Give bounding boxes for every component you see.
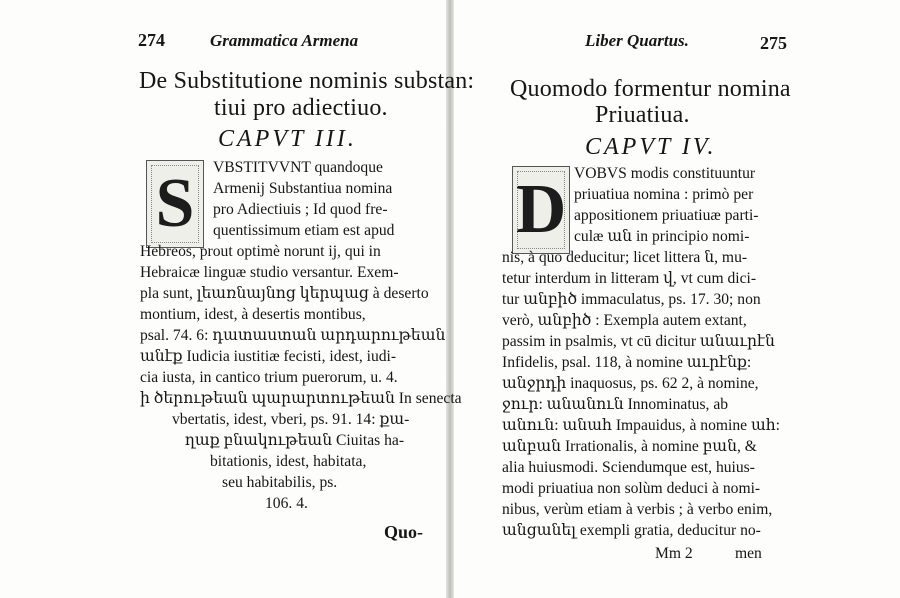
left-body-line: ղաք բնակութեան Ciuitas ha- (185, 432, 405, 449)
left-body-line: VBSTITVVNT quandoque (213, 159, 383, 176)
right-body-line: nibus, verùm etiam à verbis ; à verbo enim, (502, 501, 773, 518)
right-body-line: nis, à quo deducitur; licet littera ն, mu- (502, 249, 748, 266)
left-body-line: Hebraicæ linguæ studio versantur. Exem- (140, 264, 399, 281)
left-title-line-1: De Substitutione nominis substan: (139, 68, 475, 94)
left-body-line: psal. 74. 6: դատաստան արդարութեան (140, 327, 446, 344)
left-drop-cap-letter: S (155, 165, 195, 242)
right-signature-mark: Mm 2 (655, 545, 693, 562)
right-body-line: անցանել exempli gratia, deducitur no- (502, 522, 761, 539)
right-drop-cap-letter: D (515, 171, 567, 248)
right-body-line: անբան Irrationalis, à nomine բան, & (502, 438, 757, 455)
left-title-line-2: tiui pro adiectiuo. (214, 95, 388, 121)
left-body-line: quentissimum etiam est apud (213, 222, 395, 239)
left-body-line: seu habitabilis, ps. (222, 474, 338, 491)
right-body-line: tur անբիծ immaculatus, ps. 17. 30; non (502, 291, 761, 308)
right-title-line-1: Quomodo formentur nomina (510, 76, 791, 102)
left-page-number: 274 (138, 30, 165, 50)
right-body-line: culæ ան in principio nomi- (574, 228, 750, 245)
left-body-line: montium, idest, à desertis montibus, (140, 306, 366, 323)
right-drop-cap (512, 166, 570, 254)
right-body-line: VOBVS modis constituuntur (574, 165, 756, 182)
right-body-line: անջրդի inaquosus, ps. 62 2, à nomine, (502, 375, 759, 392)
right-body-line: verò, անբիծ : Exempla autem extant, (502, 312, 747, 329)
left-drop-cap (146, 160, 204, 248)
right-body-line: tetur interdum in litteram վ, vt cum dici- (502, 270, 757, 287)
left-body-line: vbertatis, idest, vberi, ps. 91. 14: քա- (172, 411, 410, 428)
right-body-line: priuatiua nomina : primò per (574, 186, 754, 203)
left-body-line: 106. 4. (265, 495, 308, 512)
right-body-line: ջուր: անանուն Innominatus, ab (502, 396, 729, 413)
right-body-line: passim in psalmis, vt cū dicitur անաւրէն (502, 333, 775, 350)
left-body-line: Armenij Substantiua nomina (213, 180, 393, 197)
right-running-head: Liber Quartus. (585, 31, 689, 50)
right-body-line: alia huiusmodi. Sciendumque est, huius- (502, 459, 755, 476)
left-catchword: Quo- (384, 522, 424, 542)
right-page-number: 275 (760, 33, 787, 53)
left-body-line: pro Adiectiuis ; Id quod fre- (213, 201, 388, 218)
left-body-line: Hebreos, prout optimè norunt ij, qui in (140, 243, 381, 260)
left-body-line: ի ծերութեան պարարտութեան In senecta (140, 390, 462, 407)
left-body-line: pla sunt, լեառնայնոց կերպաց à deserto (140, 285, 429, 302)
left-chapter-heading: CAPVT III. (218, 126, 357, 152)
right-body-line: modi priuatiua non solùm deduci à nomi- (502, 480, 761, 497)
right-page (452, 0, 900, 598)
right-title-line-2: Priuatiua. (595, 102, 690, 128)
right-body-line: appositionem priuatiuæ parti- (574, 207, 759, 224)
right-body-line: անուն: անահ Impauidus, à nomine ահ: (502, 417, 780, 434)
left-body-line: cia iusta, in cantico trium puerorum, u. 4. (140, 369, 398, 386)
left-body-line: անէք Iudicia iustitiæ fecisti, idest, iudi- (140, 348, 397, 365)
left-running-head: Grammatica Armena (210, 31, 359, 50)
right-catchword: men (735, 545, 762, 562)
left-body-line: bitationis, idest, habitata, (210, 453, 367, 470)
right-chapter-heading: CAPVT IV. (585, 134, 717, 160)
right-body-line: Infidelis, psal. 118, à nomine աւրէնք: (502, 354, 752, 371)
